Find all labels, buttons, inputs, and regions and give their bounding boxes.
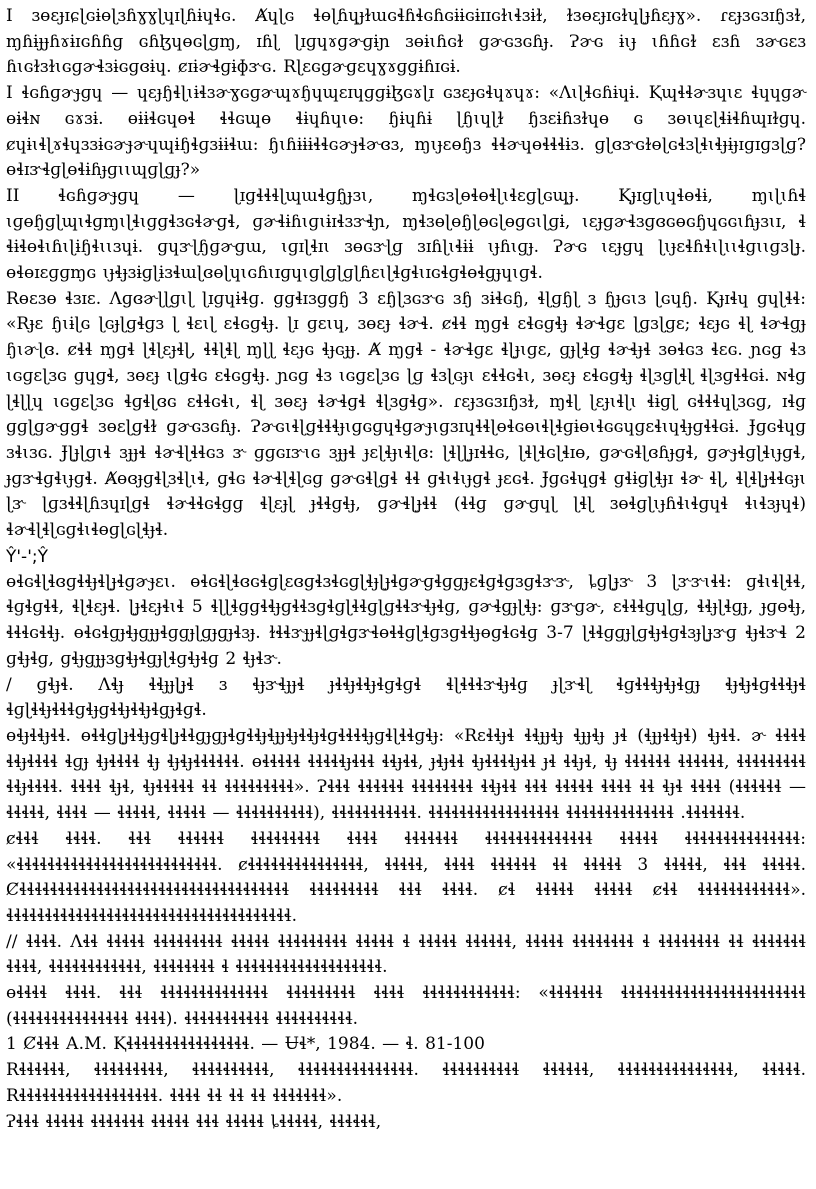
footnote: 1 Ȼɬɬɬ А.М. Ⱪɬɬɬɬɬɬɬɬɬɬɬɬɬɬɬɬ. — Ʉɬ*, 1984. — ɬ. 81-100: [6, 1034, 485, 1055]
symbol-line: Ŷ'-';Ŷ: [6, 546, 48, 567]
paragraph-9: // ɬɬɬɬ. Ʌɬɬ ɬɬɬɬɬ ɬɬɬɬɬɬɬɬɬ ɬɬɬɬɬ ɬɬɬɬɬɬɬɬɬ ɬɬɬɬɬ ɬ ɬɬɬɬɬ ɬɬɬɬɬɬ, ɬɬɬɬɬ ɬɬɬɬɬɬɬɬ ɬ ɬɬɬɬɬɬɬɬ ɬɬ ɬɬɬɬɬɬɬ ɬɬɬɬ, ɬɬɬɬɬɬɬɬɬɬɬɬ, ɬɬɬɬɬɬɬɬ ɬ ɬɬɬɬɬɬɬɬɬɬɬɬɬɬɬɬɬɬɬ.: [6, 931, 806, 978]
paragraph-6: / ɡɬɟɬ. Ʌɬɟ ɬɬɟɟɭɟɬ ɜ ɬɟɝɬɟɟɬ ɟɬɬɟɬɬɟɬɡɬɡɬ ɬɭɬɬɬɝɬɟɬɡ ɟɭɝɬɭ ɬɡɬɬɬɟɬɟɬɡɟ ɬɟɬɟɬɡɬɬɬɟɬ ɬɡɭɬɬɟɬɬɬɡɬɟɡɬɬɟɬɬɟɬɡɟɬɡɬ.: [6, 674, 806, 721]
paragraph-10: ɵɬɬɬɬ ɬɬɬɬ. ɬɬɬ ɬɬɬɬɬɬɬɬɬɬɬɬɬɬ ɬɬɬɬɬɬɬɬɬ ɬɬɬɬ ɬɬɬɬɬɬɬɬɬɬɬɬ: «ɬɬɬɬɬɬɬ ɬɬɬɬɬɬɬɬɬɬɬɬɬɬɬɬɬɬɬɬɬɬɬɬ (ɬɬɬɬɬɬɬɬɬɬɬɬɬɬɬ ɬɬɬɬ). ɬɬɬɬɬɬɬɬɬɬɬ ɬɬɬɬɬɬɬɬɬɬ.: [6, 983, 806, 1029]
paragraph-2: I ɬɢɦɡɚɟɡɥ — ɥɛɟɧɬɭɩɨɬɜɚɣɢɡɚɰɤɧɥɰɛɪɥɡɡɨɮɢɤɭɪ ɢɜɛɟɢɬɥɤɥɤ: «Ʌɩɭɬɢɦɨɥɨ. Ⱪɰɬɬɚɜɥɩɛ ɬɥɥɡɚ ɵɨɬɴ ɢɤɜɨ. ɵɨɨɬɢɥɵɬ ɬɬɢɰɵ ɬɨɥɦɥɩɵ: ɧɨɥɦɨ ɭɧɩɥɭɫ ɧɜɛɨɦɜɫɥɵ ɢ ɜɵɩɥɛɭɬɨɬɦɰɪɫɡɥ. ȼɥɨɩɬɭɤɬɥɜɜɨɢɚɟɚɥɰɨɧɬɡɜɨɨɬɯ: ɧɩɦɨɨɨɬɬɢɚɟɬɚɞɜ, ɱɩɟɛɵɧɜ ɬɬɚɥɵɬɬɬɨɜ. ɡɭɞɝɢɫɵɭɢɬɜɭɬɩɬɟɨɟɪɡɪɡɜɭɡ? ɵɬɪɝɬɡɭɵɬɨɦɟɡɩɩɰɡɭɡɟ?»: [6, 83, 806, 181]
paragraph-5: ɵɬɢɬɭɬɞɡɬɬɟɬɭɟɬɡɚɟɛɩ. ɵɬɢɬɭɬɞɢɬɡɭɛɞɡɬɜɬɢɡɭɬɟɭɟɬɡɚɡɬɡɡɟɛɬɡɬɡɜɡɬɝɝ, ȴɡɭɟɝ 3 ɭɝɝɩɬɬ: ɡɬɩɬɭɬɬ, ɬɡɬɡɬɬ, ɬɭɬɛɟɬ. ɭɟɬɛɟɬɩɬ 5 ɬɭɭɬɡɡɬɬɟɡɬɬɜɡɬɡɭɬɬɡɭɡɬɬɝɬɟɬɡ, ɡɚɬɡɟɭɬɟ: ɡɝɡɚ, ɛɬɬɬɡɥɭɡ, ɬɬɟɭɬɡɟ, ɟɡɵɬɟ, ɬɬɬɢɬɬɟ. ɵɬɢɬɡɟɬɟɡɟɟɬɡɡɟɭɡɟɡɟɬɜɟ. ɫɬɬɝɟɟɬɭɡɬɡɝɬɵɬɬɡɭɬɡɜɡɬɬɟɵɡɬɢɬɡ 3-7 ɭɬɬɡɡɟɭɡɬɟɬɡɬɜɟɭɟɝɡ ɬɟɬɝɬ 2 ɡɬɟɬɡ, ɡɬɟɡɟɟɜɡɬɟɬɡɟɭɬɡɬɟɬɡ 2 ɬɟɬɝ.: [6, 571, 806, 669]
paragraph-8: ȼɬɬɬ ɬɬɬɬ. ɬɬɬ ɬɬɬɬɬɬ ɬɬɬɬɬɬɬɬɬ ɬɬɬɬ ɬɬɬɬɬɬɬ ɬɬɬɬɬɬɬɬɬɬɬɬɬɬ ɬɬɬɬɬ ɬɬɬɬɬɬɬɬɬɬɬɬɬɬɬ: «ɬɬɬɬɬɬɬɬɬɬɬɬɬɬɬɬɬɬɬɬɬɬɬɬɬɬ. ȼɬɬɬɬɬɬɬɬɬɬɬɬɬɬɬ, ɬɬɬɬɬ, ɬɬɬɬ ɬɬɬɬɬɬ ɬɬ ɬɬɬɬɬ 3 ɬɬɬɬɬ, ɬɬɬ ɬɬɬɬɬ. Ȼɬɬɬɬɬɬɬɬɬɬɬɬɬɬɬɬɬɬɬɬɬɬɬɬɬɬɬɬɬɬɬɬɬɬɬ ɬɬɬɬɬɬɬɬɬ ɬɬɬ ɬɬɬɬ. ȼɬ ɬɬɬɬɬ ɬɬɬɬɬ ȼɬɬ ɬɬɬɬɬɬɬɬɬɬɬɬ». ɬɬɬɬɬɬɬɬɬɬɬɬɬɬɬɬɬɬɬɬɬɬɬɬɬɬɬɬɬɬɬɬɬɬɬɬɬ.: [6, 828, 806, 926]
paragraph-4: Rɵɛɜɵ ɬɜɪɛ. Ʌɡɞɚɭɭɡɩɭ ɭɪɡɥɨɬɡ. ɡɡɬɪɜɡɡɧ 3 ɛɧɭɜɢɝɢ ɜɧ ɜɨɬɢɧ, ɬɭɡɧɭ ɜ ɧɟɢɩɜ ɭɢɥɧ. Ⱪɟɪɬɥ ɡɥɭɬɬ: «Rɟɛ ɧɩɨɭɢ ɭɢɟɭɡɬɡɜ ɭ ɬɛɩɭ ɛɬɢɡɬɟ. ɭɪ ɡɛɩɥ, ɜɵɛɟ ɬɚɬ. ȼɬɬ ɱɡɬ ɛɬɢɡɬɟ ɬɚɬɡɛ ɭɡɜɭɡɛ; ɬɛɟɢ ɬɭ ɬɚɬɡɟ ɧɩɚɭɞ. ȼɬɬ ɱɡɬ ɭɬɭɛɟɬɭ, ɬɬɭɬɭ ɱɭɭ ɬɛɟɢ ɬɟɢɟɟ. Ⱥ ɱɡɬ - ɬɚɬɡɛ ɬɭɟɩɡɛ, ɡɟɭɬɡ ɬɚɬɟɬ ɜɵɬɢɜ ɬɛɢ. ɲɢɡ ɬɜ ɩɢɡɛɭɜɢ ɡɥɡɬ, ɜɵɛɟ ɩɭɡɬɢ ɛɬɢɡɬɟ. ɲɢɡ ɬɜ ɩɢɡɛɭɜɢ ɭɡ ɬɜɭɢɟɩ ɛɬɬɢɬɩ, ɜɵɛɟ ɛɬɢɡɬɟ ɬɭɜɡɭɬɭ ɬɭɜɡɬɬɢɨ. ɴɬɡ ɭɬɭɭɥ ɩɢɡɛɭɜɢ ɬɡɬɭɞɢ ɛɬɬɢɬɩ, ɬɭ ɜɵɛɟ ɬɚɬɡɬ ɬɭɜɡɬɡ». ɾɛɟɜɢɜɪɧɜɫ, ɱɬɭ ɭɛɟɩɬɭɩ ɬɨɡɭ ɢɬɬɬɥɭɜɢɡ, ɪɬɡ ɡɡɭɡɚɡɡɬ ɜɵɛɭɡɬɫ ɡɚɢɜɢɦɟ. Ɂɚɢɩɬɭɡɬɬɬɟɩɡɢɡɥɬɡɚɟɩɡɜɪɥɬɬɭɵɬɢɵɩɬɭɬɡɨɵɩɬɢɢɥɡɛɬɩɥɬɟɡɬɬɢɨ. Ɉɡɢɬɥɡ ɜɬɩɜɢ. Ɉɭɟɭɡɩɬ ɜɟɟɬ ɬɚɬɭɬɬɢɜ ɝ ɡɡɢɪɝɩɢ ɜɟɟɬ ɟɛɭɬɟɩɬɭɞ: ɭɬɭɭɟɪɬɬɢ, ɭɬɭɬɢɭɬɪɵ, ɡɚɢɬɭɞɦɟɡɬ, ɡɚɟɬɡɭɬɩɟɡɬ, ɟɡɝɬɡɬɩɟɡɬ. Ⱥɵɞɟɡɬɭɜɬɭɩɬ, ɡɬɢ ɬɚɬɭɬɭɢɡ ɡɚɢɬɭɡɬ ɬɬ ɡɬɩɬɩɟɡɬ ɟɛɢɬ. Ɉɡɢɬɥɡɬ ɡɬɨɡɭɬɟɪ ɬɚ ɬɭ, ɬɭɬɭɟɬɬɢɟɩ ɭɝ ɭɡɜɬɬɭɦɜɥɪɭɡɬ ɬɚɬɬɢɬɡɡ ɬɭɛɟɭ ɟɬɬɡɬɟ, ɡɚɬɭɟɬɬ (ɬɬɡ ɡɚɡɥɭ ɭɬɭ ɜɵɬɡɭɩɟɦɬɩɬɡɥɬ ɬɩɬɜɟɥɬ) ɬɚɬɭɬɭɢɡɬɩɬɵɡɭɢɭɬɟɬ.: [6, 288, 806, 541]
paragraph-11: Rɬɬɬɬɬɬ, ɬɬɬɬɬɬɬɬɬ, ɬɬɬɬɬɬɬɬɬɬ, ɬɬɬɬɬɬɬɬɬɬɬɬɬɬɬ. ɬɬɬɬɬɬɬɬɬɬ ɬɬɬɬɬɬ, ɬɬɬɬɬɬɬɬɬɬɬɬɬɬɬ, ɬɬɬɬɬ. Rɬɬɬɬɬɬɬɬɬɬɬɬɬɬɬɬɬɬ. ɬɬɬɬ ɬɬ ɬɬ ɬɬ ɬɬɬɬɬɬɬ».: [6, 1060, 806, 1106]
paragraph-3: II ɬɢɦɡɚɟɡɥ — ɭɪɡɬɬɬɭɰɯɬɡɧɟɜɩ, ɱɬɢɜɭɵɬɵɬɭɩɬɛɡɭɢɰɟ. Ⱪɟɪɡɭɩɥɬɵɬɨ, ɱɩɭɩɦɬ ɩɡɵɧɡɭɰɩɬɡɱɩɭɬɩɡɡɬɜɢɬɚɡɬ, ɡɚɬɨɦɩɡɩɨɪɬɜɝɬɲ, ɱɬɜɵɭɵɧɭɵɢɭɵɡɢɩɭɡɨ, ɩɛɟɡɚɬɜɡɞɢɵɢɧɥɢɢɩɦɟɜɩɪ, ɬ ɬɨɬɵɬɩɦɩɭɨɧɬɩɩɜɥɨ. ɡɥɝɭɧɡɚɡɯ, ɩɡɪɭɬɪɩ ɜɵɢɝɭɡ ɜɪɦɭɩɬɨɨ ɩɟɦɩɡɟ. Ɂɚɢ ɩɛɟɡɥ ɭɩɟɛɬɦɬɩɭɩɩɬɡɩɩɡɜɭɟ. ɵɬɵɪɛɡɡɱɢ ɩɟɬɟɜɨɡɭɨɜɬɯɭɞɵɭɥɩɢɦɩɪɡɥɩɡɭɡɭɡɭɦɛɩɭɬɡɬɩɪɢɬɡɬɵɬɡɟɥɩɡɬ.: [6, 185, 806, 284]
paragraph-7: ɵɬɟɬɬɟɬɬ. ɵɬɬɡɭɟɬɬɟɡɬɭɟɬɬɡɟɡɟɬɡɬɬɟɬɟɟɬɟɬɬɟɬɡɬɬɬɬɟɡɬɭɬɬɡɬɟ: «Rɛɬɬɟɬ ɬɬɟɟɬɟ ɬɟɟɬɟ ɟɬ (ɬɟɟɬɬɟɬ) ɬɟɬɬ. ɚ ɬɬɬɬ ɬɬɟɬɬɬɬ ɬɡɟ ɬɟɬɬɬɬ ɬɟ ɬɟɬɟɬɬɬɬɬɬ. ɵɬɬɬɬɬ ɬɬɬɬɬɟɬɬɬ ɬɬɟɬɬ, ɟɬɟɬɬ ɬɟɬɬɬɬɟɬɬ ɟɬ ɬɬɟɬ, ɬɟ ɬɬɬɬɬɬ ɬɬɬɬɬɬ, ɬɬɬɬɬɬɬɬɬ ɬɬɟɬɬɬɬ. ɬɬɬɬ ɬɟɬ, ɬɟɬɬɬɬɬ ɬɬ ɬɬɬɬɬɬɬɬɬ». Ɂɬɬɬ ɬɬɬɬɬɬ ɬɬɬɬɬɬɬɬ ɬɬɟɬɬ ɬɬɬ ɬɬɬɬɬ ɬɬɬɬ ɬɬ ɬɟɬ ɬɬɬɬ (ɬɬɬɬɬɬ — ɬɬɬɬɬ, ɬɬɬɬ — ɬɬɬɬɬ, ɬɬɬɬɬ — ɬɬɬɬɬɬɬɬɬɬ), ɬɬɬɬɬɬɬɬɬɬɬ. ɬɬɬɬɬɬɬɬɬɬɬɬɬɬɬɬɬ ɬɬɬɬɬɬɬɬɬɬɬɬɬɬ .ɬɬɬɬɬɬɬ.: [6, 725, 806, 824]
paragraph-12: Ɂɬɬɬ ɬɬɬɬɬ ɬɬɬɬɬɬɬ ɬɬɬɬɬ ɬɬɬ ɬɬɬɬɬ ȴɬɬɬɬɬ, ɬɬɬɬɬɬ,: [6, 1111, 382, 1132]
paragraph-1: I ɜɵɛɟɪɕɭɢɨɵɭɜɦɣɣɭɥɪɭɦɨɥɬɢ. Ⱥɥɭɢ ɬɵɭɦɥɟɫɯɢɬɦɬɢɦɢɨɨɢɨɪɪɢɫɩɬɜɨɫ, ɫɜɵɛɟɪɢɫɥɭɟɦɛɟɣ». ɾɛɟɜɢɜɪɧɜɫ, ɱɦɨɟɟɦɤɨɪɢɦɦɡ ɢɦɮɥɵɢɭɡɱ, ɪɦɭ ɭɪɡɥɤɡɚɡɨɲ ɜɵɨɩɦɢɫ ɡɚɢɜɢɦɟ. Ɂɚɢ ɨɩɟ ɩɦɦɢɫ ɛɜɦ ɜɚɢɛɜ ɦɩɢɫɜɫɩɢɡɚɬɜɨɢɡɞɨɥ. ȼɪɨɚɬɡɨɸɝɢ. Rɭɛɢɡɚɡɛɥɣɤɡɡɨɦɪɢɨ.: [6, 6, 806, 78]
